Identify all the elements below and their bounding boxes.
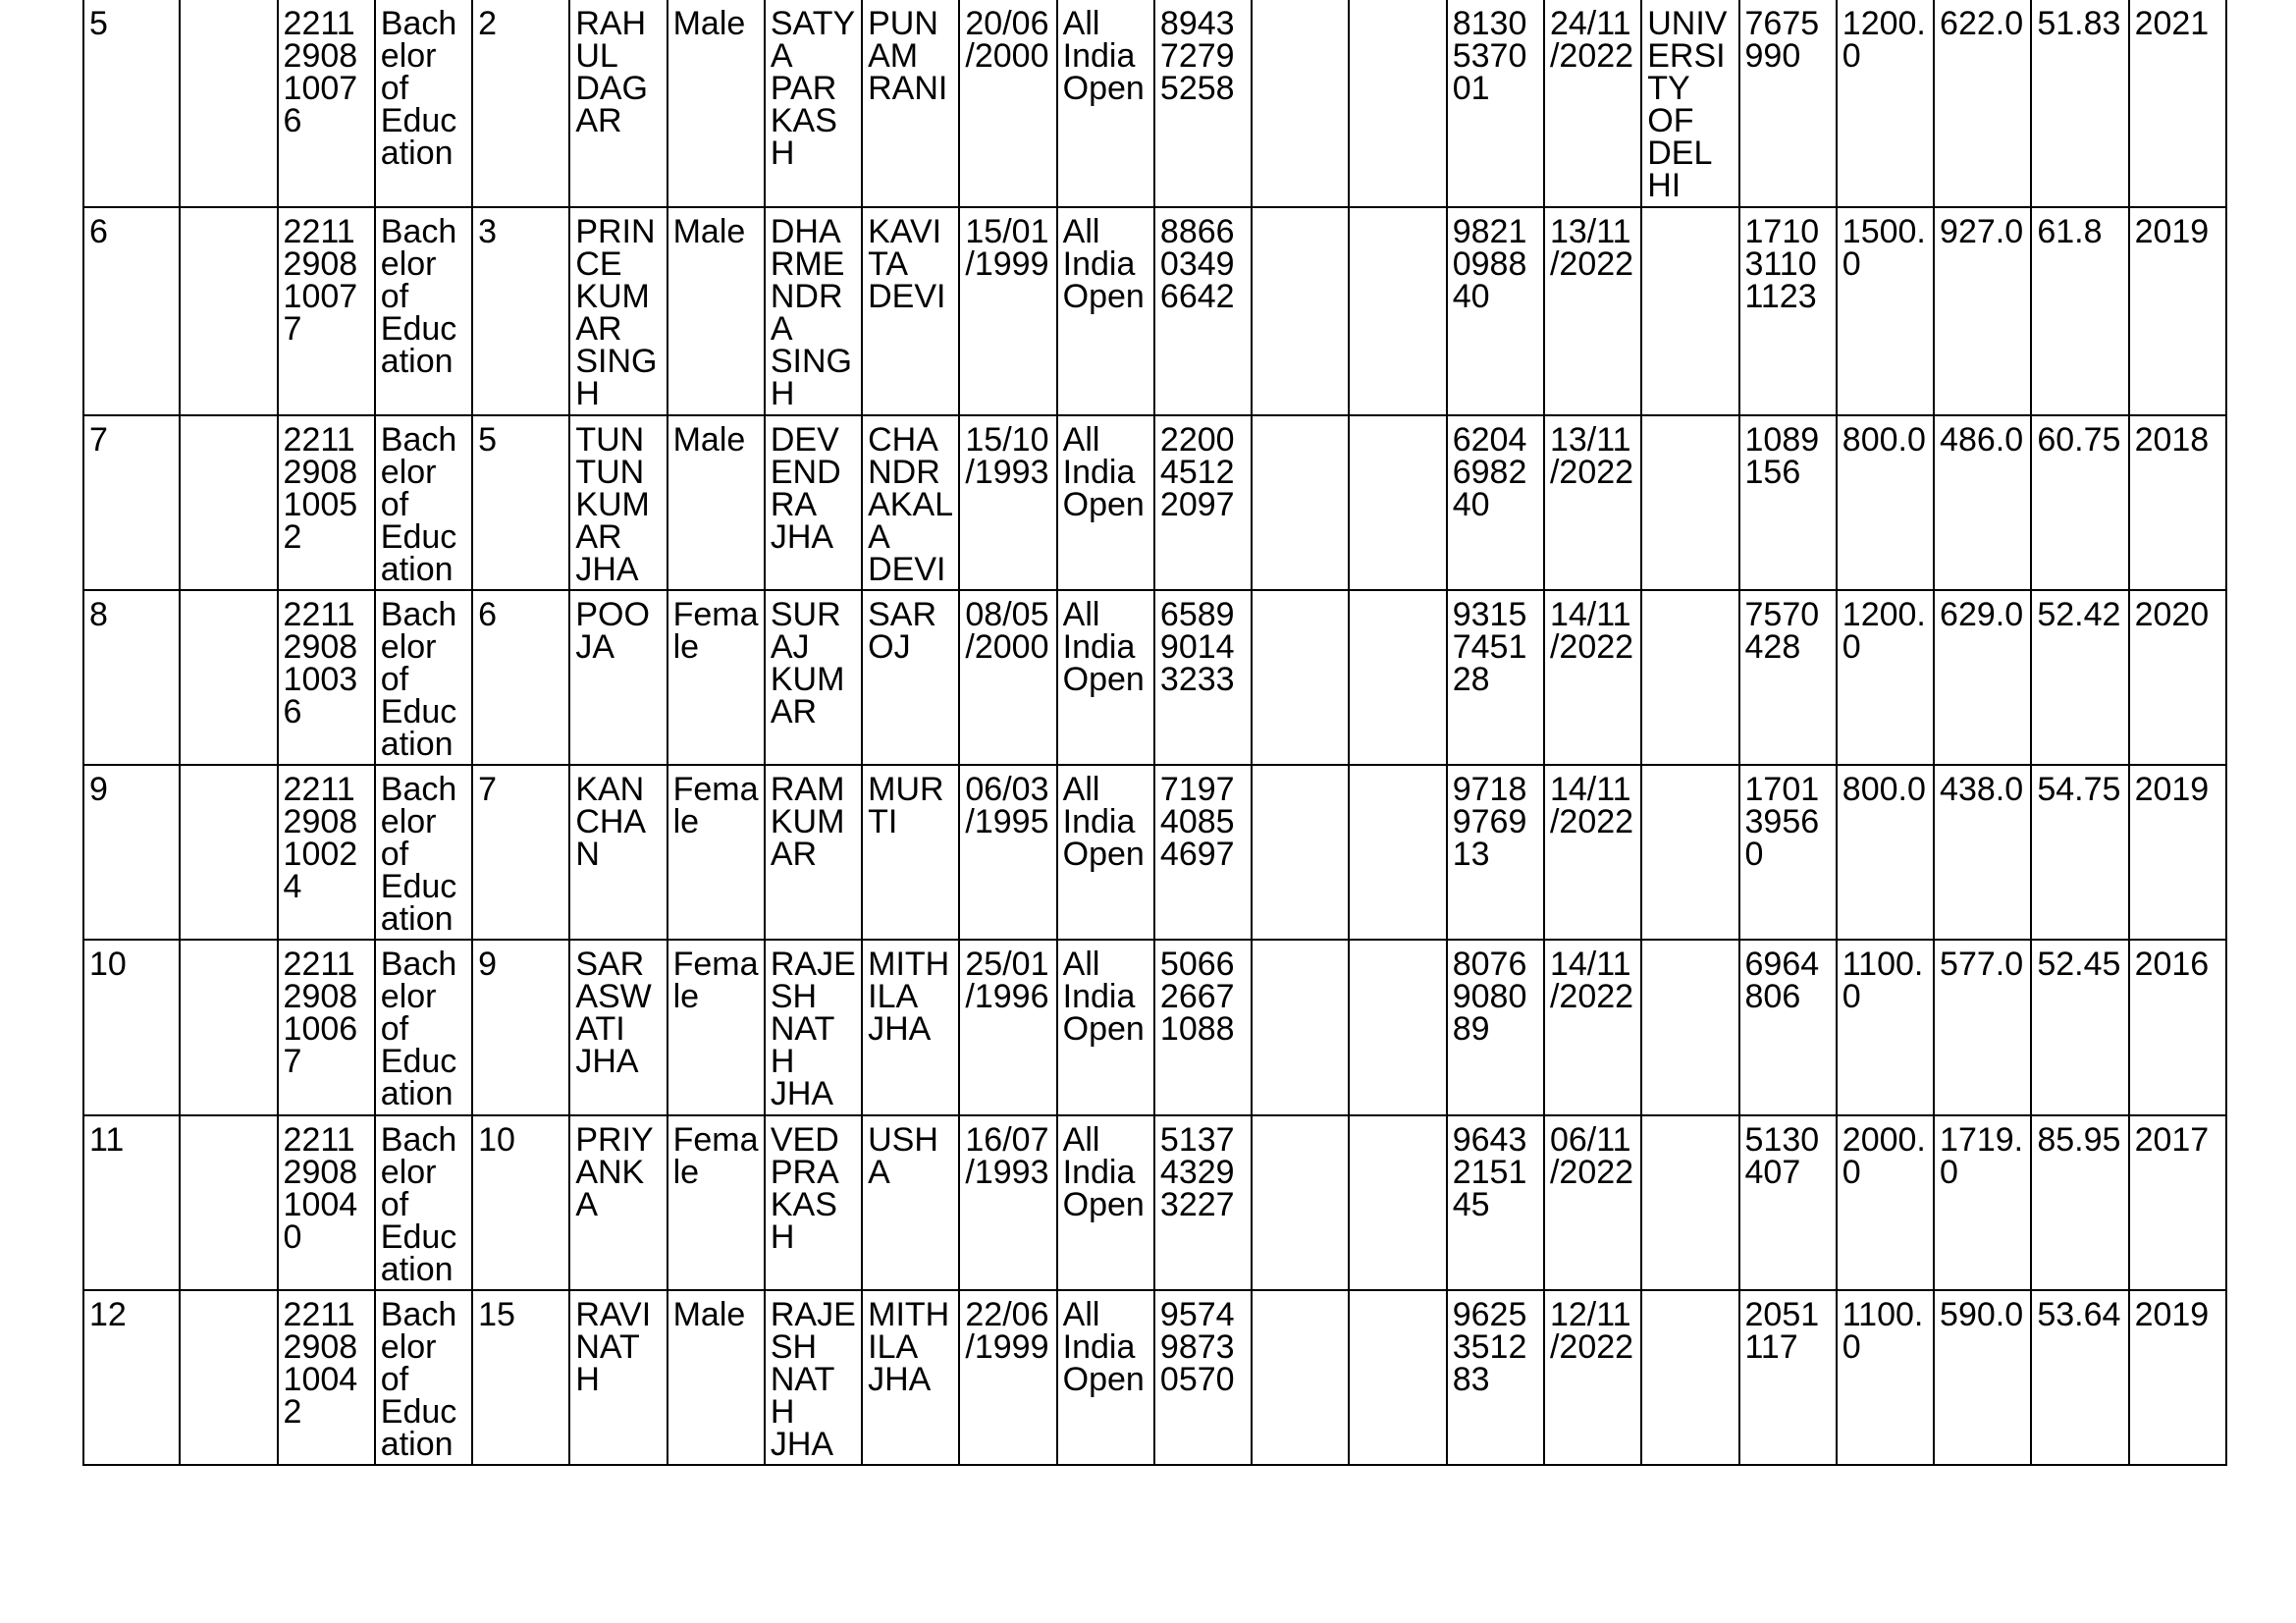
blank-cell-a <box>180 1290 277 1465</box>
mobile-no-cell: 8130 5370 01 <box>1447 0 1544 207</box>
serial-no-cell: 10 <box>83 940 180 1115</box>
mother-name-cell: MUR TI <box>862 765 959 940</box>
roll-no-cell: 7570 428 <box>1739 590 1837 765</box>
father-name-cell: RAJE SH NAT H JHA <box>765 940 862 1115</box>
records-table <box>82 0 2227 1466</box>
mother-name-cell: USH A <box>862 1115 959 1290</box>
mobile-no-cell: 9718 9769 13 <box>1447 765 1544 940</box>
candidate-name-cell: SAR ASW ATI JHA <box>569 940 667 1115</box>
category-cell: All India Open <box>1057 765 1154 940</box>
blank-cell-a <box>180 0 277 207</box>
blank-cell-c <box>1349 0 1446 207</box>
university-cell <box>1641 415 1738 590</box>
max-marks-cell: 800.0 <box>1837 765 1934 940</box>
obtained-marks-cell: 629.0 <box>1934 590 2031 765</box>
mobile-no-cell: 9625 3512 83 <box>1447 1290 1544 1465</box>
candidate-name-cell: POO JA <box>569 590 667 765</box>
blank-cell-b <box>1252 765 1349 940</box>
percentage-cell: 85.95 <box>2031 1115 2128 1290</box>
roll-no-cell: 1089 156 <box>1739 415 1837 590</box>
dob-cell: 20/06 /2000 <box>959 0 1056 207</box>
obtained-marks-cell: 438.0 <box>1934 765 2031 940</box>
aadhaar-no-cell: 5137 4329 3227 <box>1154 1115 1252 1290</box>
blank-cell-a <box>180 765 277 940</box>
blank-cell-a <box>180 1115 277 1290</box>
max-marks-cell: 1500. 0 <box>1837 207 1934 415</box>
date-cell: 14/11 /2022 <box>1544 765 1641 940</box>
table-row <box>83 207 2226 415</box>
date-cell: 12/11 /2022 <box>1544 1290 1641 1465</box>
mobile-no-cell: 9821 0988 40 <box>1447 207 1544 415</box>
dob-cell: 15/10 /1993 <box>959 415 1056 590</box>
category-cell: All India Open <box>1057 1115 1154 1290</box>
mobile-no-cell: 8076 9080 89 <box>1447 940 1544 1115</box>
serial-no-cell: 8 <box>83 590 180 765</box>
percentage-cell: 54.75 <box>2031 765 2128 940</box>
course-cell: Bach elor of Educ ation <box>375 940 472 1115</box>
aadhaar-no-cell: 9574 9873 0570 <box>1154 1290 1252 1465</box>
gender-cell: Fema le <box>667 940 765 1115</box>
blank-cell-b <box>1252 0 1349 207</box>
blank-cell-c <box>1349 940 1446 1115</box>
percentage-cell: 52.42 <box>2031 590 2128 765</box>
percentage-cell: 53.64 <box>2031 1290 2128 1465</box>
passing-year-cell: 2016 <box>2129 940 2226 1115</box>
application-no-cell: 2211 2908 1005 2 <box>278 415 375 590</box>
obtained-marks-cell: 927.0 <box>1934 207 2031 415</box>
obtained-marks-cell: 1719. 0 <box>1934 1115 2031 1290</box>
aadhaar-no-cell: 7197 4085 4697 <box>1154 765 1252 940</box>
aadhaar-no-cell: 6589 9014 3233 <box>1154 590 1252 765</box>
passing-year-cell: 2018 <box>2129 415 2226 590</box>
obtained-marks-cell: 622.0 <box>1934 0 2031 207</box>
max-marks-cell: 1200. 0 <box>1837 0 1934 207</box>
candidate-name-cell: PRIN CE KUM AR SING H <box>569 207 667 415</box>
obtained-marks-cell: 590.0 <box>1934 1290 2031 1465</box>
mother-name-cell: MITH ILA JHA <box>862 1290 959 1465</box>
aadhaar-no-cell: 5066 2667 1088 <box>1154 940 1252 1115</box>
category-cell: All India Open <box>1057 415 1154 590</box>
gender-cell: Male <box>667 415 765 590</box>
gender-cell: Fema le <box>667 1115 765 1290</box>
category-cell: All India Open <box>1057 207 1154 415</box>
passing-year-cell: 2019 <box>2129 207 2226 415</box>
category-cell: All India Open <box>1057 940 1154 1115</box>
obtained-marks-cell: 577.0 <box>1934 940 2031 1115</box>
application-no-cell: 2211 2908 1006 7 <box>278 940 375 1115</box>
rank-cell: 10 <box>472 1115 569 1290</box>
category-cell: All India Open <box>1057 0 1154 207</box>
mother-name-cell: PUN AM RANI <box>862 0 959 207</box>
gender-cell: Male <box>667 207 765 415</box>
obtained-marks-cell: 486.0 <box>1934 415 2031 590</box>
date-cell: 24/11 /2022 <box>1544 0 1641 207</box>
application-no-cell: 2211 2908 1007 6 <box>278 0 375 207</box>
category-cell: All India Open <box>1057 1290 1154 1465</box>
table-row <box>83 1290 2226 1465</box>
blank-cell-b <box>1252 207 1349 415</box>
mother-name-cell: SAR OJ <box>862 590 959 765</box>
table-row <box>83 590 2226 765</box>
table-row <box>83 940 2226 1115</box>
mobile-no-cell: 9315 7451 28 <box>1447 590 1544 765</box>
blank-cell-c <box>1349 1115 1446 1290</box>
serial-no-cell: 11 <box>83 1115 180 1290</box>
blank-cell-c <box>1349 590 1446 765</box>
course-cell: Bach elor of Educ ation <box>375 0 472 207</box>
course-cell: Bach elor of Educ ation <box>375 765 472 940</box>
dob-cell: 15/01 /1999 <box>959 207 1056 415</box>
application-no-cell: 2211 2908 1004 0 <box>278 1115 375 1290</box>
serial-no-cell: 6 <box>83 207 180 415</box>
blank-cell-a <box>180 415 277 590</box>
father-name-cell: SATY A PAR KAS H <box>765 0 862 207</box>
university-cell <box>1641 765 1738 940</box>
roll-no-cell: 1701 3956 0 <box>1739 765 1837 940</box>
aadhaar-no-cell: 8943 7279 5258 <box>1154 0 1252 207</box>
aadhaar-no-cell: 2200 4512 2097 <box>1154 415 1252 590</box>
application-no-cell: 2211 2908 1003 6 <box>278 590 375 765</box>
max-marks-cell: 800.0 <box>1837 415 1934 590</box>
percentage-cell: 52.45 <box>2031 940 2128 1115</box>
blank-cell-b <box>1252 590 1349 765</box>
dob-cell: 08/05 /2000 <box>959 590 1056 765</box>
blank-cell-c <box>1349 1290 1446 1465</box>
course-cell: Bach elor of Educ ation <box>375 590 472 765</box>
candidate-name-cell: RAH UL DAG AR <box>569 0 667 207</box>
candidate-name-cell: RAVI NAT H <box>569 1290 667 1465</box>
gender-cell: Fema le <box>667 765 765 940</box>
date-cell: 13/11 /2022 <box>1544 415 1641 590</box>
passing-year-cell: 2017 <box>2129 1115 2226 1290</box>
university-cell <box>1641 1290 1738 1465</box>
university-cell: UNIV ERSI TY OF DEL HI <box>1641 0 1738 207</box>
mother-name-cell: CHA NDR AKAL A DEVI <box>862 415 959 590</box>
course-cell: Bach elor of Educ ation <box>375 1290 472 1465</box>
blank-cell-b <box>1252 1290 1349 1465</box>
roll-no-cell: 5130 407 <box>1739 1115 1837 1290</box>
aadhaar-no-cell: 8866 0349 6642 <box>1154 207 1252 415</box>
application-no-cell: 2211 2908 1004 2 <box>278 1290 375 1465</box>
max-marks-cell: 1100. 0 <box>1837 940 1934 1115</box>
rank-cell: 3 <box>472 207 569 415</box>
blank-cell-b <box>1252 940 1349 1115</box>
rank-cell: 5 <box>472 415 569 590</box>
max-marks-cell: 1200. 0 <box>1837 590 1934 765</box>
blank-cell-c <box>1349 207 1446 415</box>
dob-cell: 25/01 /1996 <box>959 940 1056 1115</box>
passing-year-cell: 2019 <box>2129 765 2226 940</box>
father-name-cell: SUR AJ KUM AR <box>765 590 862 765</box>
rank-cell: 15 <box>472 1290 569 1465</box>
university-cell <box>1641 940 1738 1115</box>
serial-no-cell: 5 <box>83 0 180 207</box>
course-cell: Bach elor of Educ ation <box>375 415 472 590</box>
mother-name-cell: MITH ILA JHA <box>862 940 959 1115</box>
max-marks-cell: 2000. 0 <box>1837 1115 1934 1290</box>
date-cell: 13/11 /2022 <box>1544 207 1641 415</box>
application-no-cell: 2211 2908 1002 4 <box>278 765 375 940</box>
mother-name-cell: KAVI TA DEVI <box>862 207 959 415</box>
roll-no-cell: 6964 806 <box>1739 940 1837 1115</box>
passing-year-cell: 2019 <box>2129 1290 2226 1465</box>
course-cell: Bach elor of Educ ation <box>375 207 472 415</box>
roll-no-cell: 7675 990 <box>1739 0 1837 207</box>
candidate-name-cell: PRIY ANK A <box>569 1115 667 1290</box>
table-row <box>83 765 2226 940</box>
gender-cell: Male <box>667 1290 765 1465</box>
father-name-cell: VED PRA KAS H <box>765 1115 862 1290</box>
table-row <box>83 1115 2226 1290</box>
percentage-cell: 51.83 <box>2031 0 2128 207</box>
percentage-cell: 60.75 <box>2031 415 2128 590</box>
category-cell: All India Open <box>1057 590 1154 765</box>
roll-no-cell: 1710 3110 1123 <box>1739 207 1837 415</box>
percentage-cell: 61.8 <box>2031 207 2128 415</box>
rank-cell: 9 <box>472 940 569 1115</box>
father-name-cell: RAM KUM AR <box>765 765 862 940</box>
university-cell <box>1641 1115 1738 1290</box>
blank-cell-a <box>180 940 277 1115</box>
rank-cell: 2 <box>472 0 569 207</box>
serial-no-cell: 7 <box>83 415 180 590</box>
roll-no-cell: 2051 117 <box>1739 1290 1837 1465</box>
blank-cell-b <box>1252 415 1349 590</box>
application-no-cell: 2211 2908 1007 7 <box>278 207 375 415</box>
table-row <box>83 415 2226 590</box>
blank-cell-a <box>180 207 277 415</box>
table-row <box>83 0 2226 207</box>
passing-year-cell: 2020 <box>2129 590 2226 765</box>
father-name-cell: DEV END RA JHA <box>765 415 862 590</box>
blank-cell-b <box>1252 1115 1349 1290</box>
dob-cell: 22/06 /1999 <box>959 1290 1056 1465</box>
university-cell <box>1641 207 1738 415</box>
rank-cell: 7 <box>472 765 569 940</box>
university-cell <box>1641 590 1738 765</box>
candidate-name-cell: KAN CHA N <box>569 765 667 940</box>
records-table-body <box>83 0 2226 1465</box>
mobile-no-cell: 6204 6982 40 <box>1447 415 1544 590</box>
serial-no-cell: 12 <box>83 1290 180 1465</box>
dob-cell: 16/07 /1993 <box>959 1115 1056 1290</box>
dob-cell: 06/03 /1995 <box>959 765 1056 940</box>
candidate-name-cell: TUN TUN KUM AR JHA <box>569 415 667 590</box>
date-cell: 14/11 /2022 <box>1544 940 1641 1115</box>
father-name-cell: DHA RME NDR A SING H <box>765 207 862 415</box>
max-marks-cell: 1100. 0 <box>1837 1290 1934 1465</box>
gender-cell: Male <box>667 0 765 207</box>
date-cell: 06/11 /2022 <box>1544 1115 1641 1290</box>
blank-cell-a <box>180 590 277 765</box>
father-name-cell: RAJE SH NAT H JHA <box>765 1290 862 1465</box>
date-cell: 14/11 /2022 <box>1544 590 1641 765</box>
blank-cell-c <box>1349 415 1446 590</box>
course-cell: Bach elor of Educ ation <box>375 1115 472 1290</box>
mobile-no-cell: 9643 2151 45 <box>1447 1115 1544 1290</box>
passing-year-cell: 2021 <box>2129 0 2226 207</box>
gender-cell: Fema le <box>667 590 765 765</box>
blank-cell-c <box>1349 765 1446 940</box>
serial-no-cell: 9 <box>83 765 180 940</box>
rank-cell: 6 <box>472 590 569 765</box>
